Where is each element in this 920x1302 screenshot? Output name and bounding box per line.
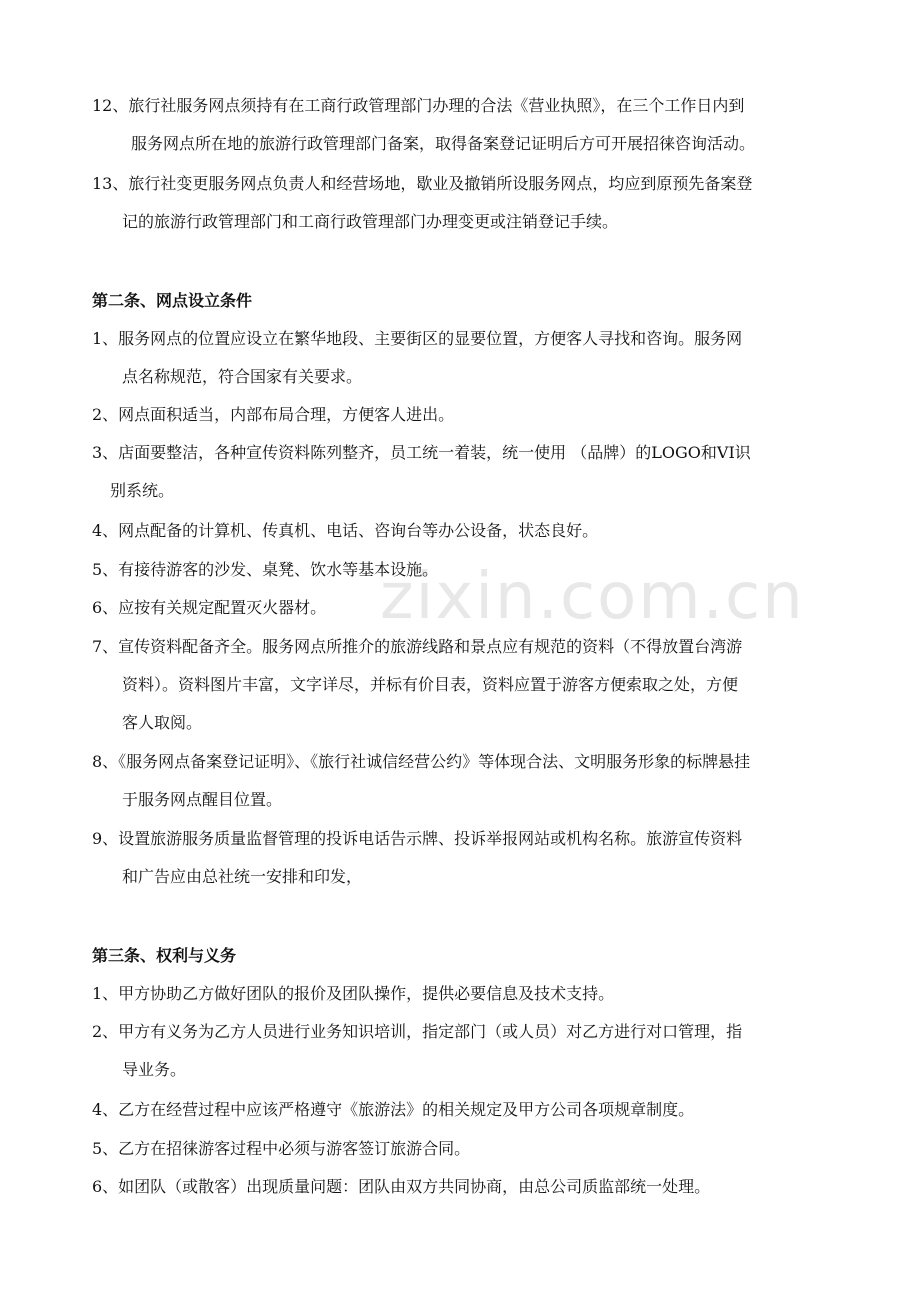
text-line: 1、服务网点的位置应设立在繁华地段、主要街区的显要位置，方便客人寻找和咨询。服务网 xyxy=(92,329,743,348)
list-item xyxy=(0,1013,920,1089)
text-line: 4、网点配备的计算机、传真机、电话、咨询台等办公设备，状态良好。 xyxy=(92,521,599,540)
list-item xyxy=(0,975,920,1013)
section-heading: 第三条、权利与义务 xyxy=(92,946,237,965)
text-line: 8、《服务网点备案登记证明》、《旅行社诚信经营公约》等体现合法、文明服务形象的标牌悬挂 xyxy=(92,752,751,771)
text-line: 导业务。 xyxy=(122,1060,187,1079)
list-item xyxy=(0,434,920,510)
text-line: 4、乙方在经营过程中应该严格遵守《旅游法》的相关规定及甲方公司各项规章制度。 xyxy=(92,1100,695,1119)
list-item-12 xyxy=(0,87,920,163)
text-line: 7、宣传资料配备齐全。服务网点所推介的旅游线路和景点应有规范的资料（不得放置台湾游 xyxy=(92,637,743,656)
text-line: 2、网点面积适当，内部布局合理，方便客人进出。 xyxy=(92,405,455,424)
text-line: 服务网点所在地的旅游行政管理部门备案，取得备案登记证明后方可开展招徕咨询活动。 xyxy=(131,134,756,153)
text-line: 记的旅游行政管理部门和工商行政管理部门办理变更或注销登记手续。 xyxy=(122,212,619,231)
text-line: 于服务网点醒目位置。 xyxy=(122,790,283,809)
text-line: 6、应按有关规定配置灭火器材。 xyxy=(92,598,327,617)
list-item xyxy=(0,396,920,434)
text-line: 1、甲方协助乙方做好团队的报价及团队操作，提供必要信息及技术支持。 xyxy=(92,984,615,1003)
text-line: 别系统。 xyxy=(110,481,175,500)
text-line: 9、设置旅游服务质量监督管理的投诉电话告示牌、投诉举报网站或机构名称。旅游宣传资料 xyxy=(92,829,743,848)
text-line: 12、旅行社服务网点须持有在工商行政管理部门办理的合法《营业执照》，在三个工作日内到 xyxy=(92,96,745,115)
list-item xyxy=(0,1091,920,1129)
list-item xyxy=(0,1130,920,1168)
list-item xyxy=(0,820,920,896)
list-item xyxy=(0,743,920,819)
watermark: zixin.com.cn xyxy=(380,560,805,634)
text-line: 资料）。资料图片丰富，文字详尽，并标有价目表，资料应置于游客方便索取之处，方便 xyxy=(122,675,739,694)
text-line: 2、甲方有义务为乙方人员进行业务知识培训，指定部门（或人员）对乙方进行对口管理，指 xyxy=(92,1022,743,1041)
list-item xyxy=(0,1168,920,1206)
list-item-13 xyxy=(0,165,920,241)
list-item xyxy=(0,512,920,550)
text-line: 3、店面要整洁，各种宣传资料陈列整齐，员工统一着装，统一使用 （品牌）的LOGO和VI识 xyxy=(92,443,751,462)
text-line: 客人取阅。 xyxy=(122,713,203,732)
text-line: 13、旅行社变更服务网点负责人和经营场地，歇业及撤销所设服务网点，均应到原预先备案登 xyxy=(92,174,753,193)
list-item xyxy=(0,628,920,742)
text-line: 6、如团队（或散客）出现质量问题：团队由双方共同协商，由总公司质监部统一处理。 xyxy=(92,1177,711,1196)
list-item xyxy=(0,551,920,589)
section-heading: 第二条、网点设立条件 xyxy=(92,291,253,310)
list-item xyxy=(0,320,920,396)
text-line: 和广告应由总社统一安排和印发， xyxy=(122,867,363,886)
text-line: 5、有接待游客的沙发、桌凳、饮水等基本设施。 xyxy=(92,560,439,579)
list-item xyxy=(0,589,920,627)
text-line: 点名称规范，符合国家有关要求。 xyxy=(122,367,363,386)
text-line: 5、乙方在招徕游客过程中必须与游客签订旅游合同。 xyxy=(92,1139,471,1158)
